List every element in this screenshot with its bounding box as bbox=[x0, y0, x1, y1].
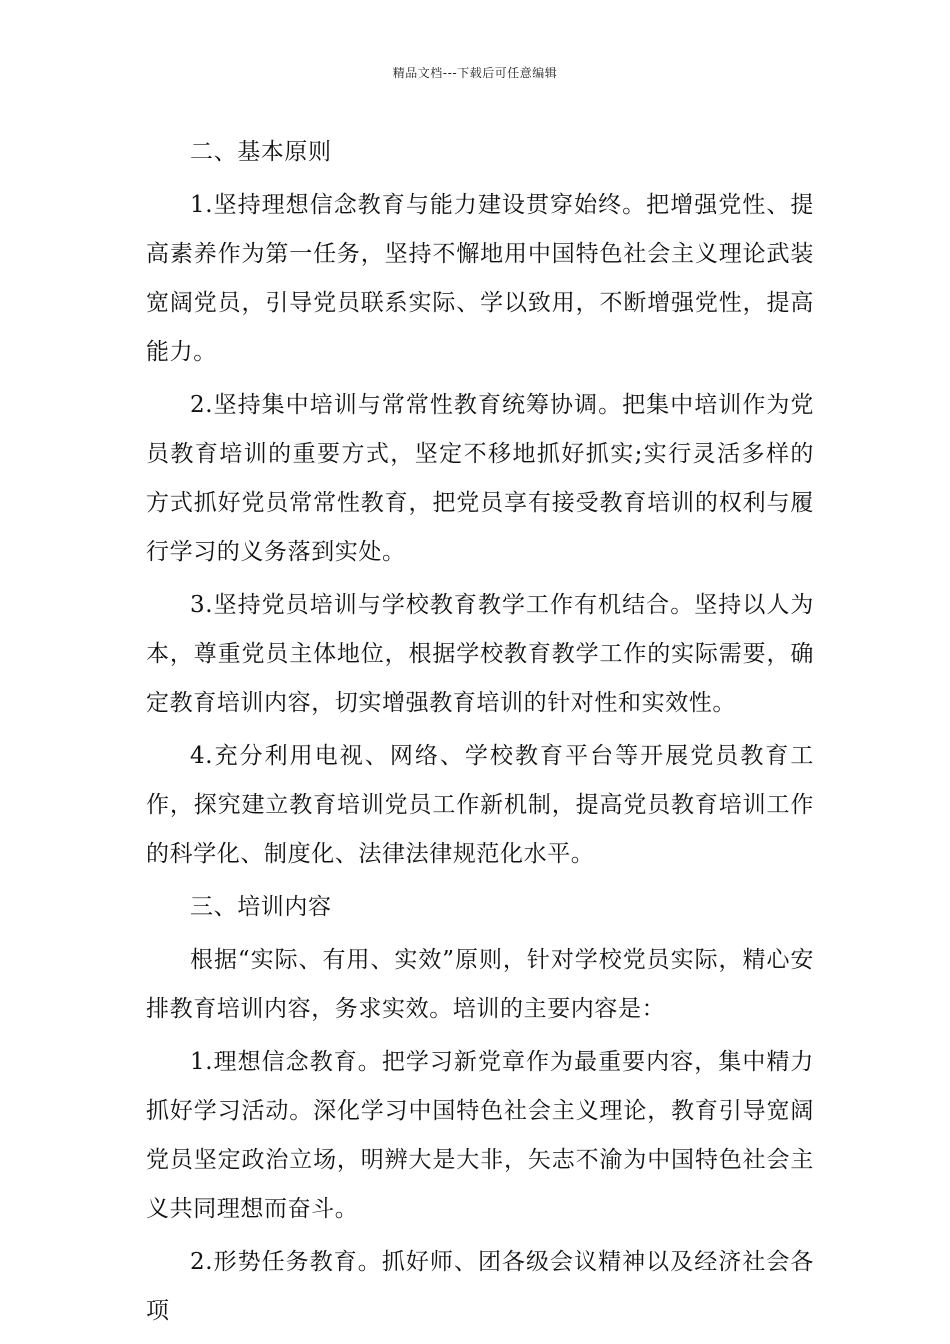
paragraph-training-intro: 根据“实际、有用、实效”原则，针对学校党员实际，精心安排教育培训内容，务求实效。培训的主要内容是： bbox=[146, 947, 814, 1022]
page-header-watermark: 精品文档---下载后可任意编辑 bbox=[392, 66, 558, 80]
paragraph-principle-1: 1.坚持理想信念教育与能力建设贯穿始终。把增强党性、提高素养作为第一任务，坚持不懈地用中国特色社会主义理论武装宽阔党员，引导党员联系实际、学以致用，不断增强党性，提高能力。 bbox=[146, 192, 814, 365]
paragraph-principle-2: 2.坚持集中培训与常常性教育统筹协调。把集中培训作为党员教育培训的重要方式，坚定不移地抓好抓实;实行灵活多样的方式抓好党员常常性教育，把党员享有接受教育培训的权利与履行学习的义务落到实处。 bbox=[146, 392, 814, 565]
paragraph-principle-4: 4.充分利用电视、网络、学校教育平台等开展党员教育工作，探究建立教育培训党员工作新机制，提高党员教育培训工作的科学化、制度化、法律法律规范化水平。 bbox=[146, 743, 814, 867]
section-heading-principles: 二、基本原则 bbox=[190, 139, 332, 165]
paragraph-training-2: 2.形势任务教育。抓好师、团各级会议精神以及经济社会各项 bbox=[146, 1249, 814, 1324]
document-body bbox=[146, 128, 814, 1340]
paragraph-training-1: 1.理想信念教育。把学习新党章作为最重要内容，集中精力抓好学习活动。深化学习中国特色社会主义理论，教育引导宽阔党员坚定政治立场，明辨大是大非，矢志不渝为中国特色社会主义共同理想而奋斗。 bbox=[146, 1049, 814, 1222]
paragraph-principle-3: 3.坚持党员培训与学校教育教学工作有机结合。坚持以人为本，尊重党员主体地位，根据学校教育教学工作的实际需要，确定教育培训内容，切实增强教育培训的针对性和实效性。 bbox=[146, 592, 814, 716]
section-heading-training-content: 三、培训内容 bbox=[190, 894, 332, 920]
